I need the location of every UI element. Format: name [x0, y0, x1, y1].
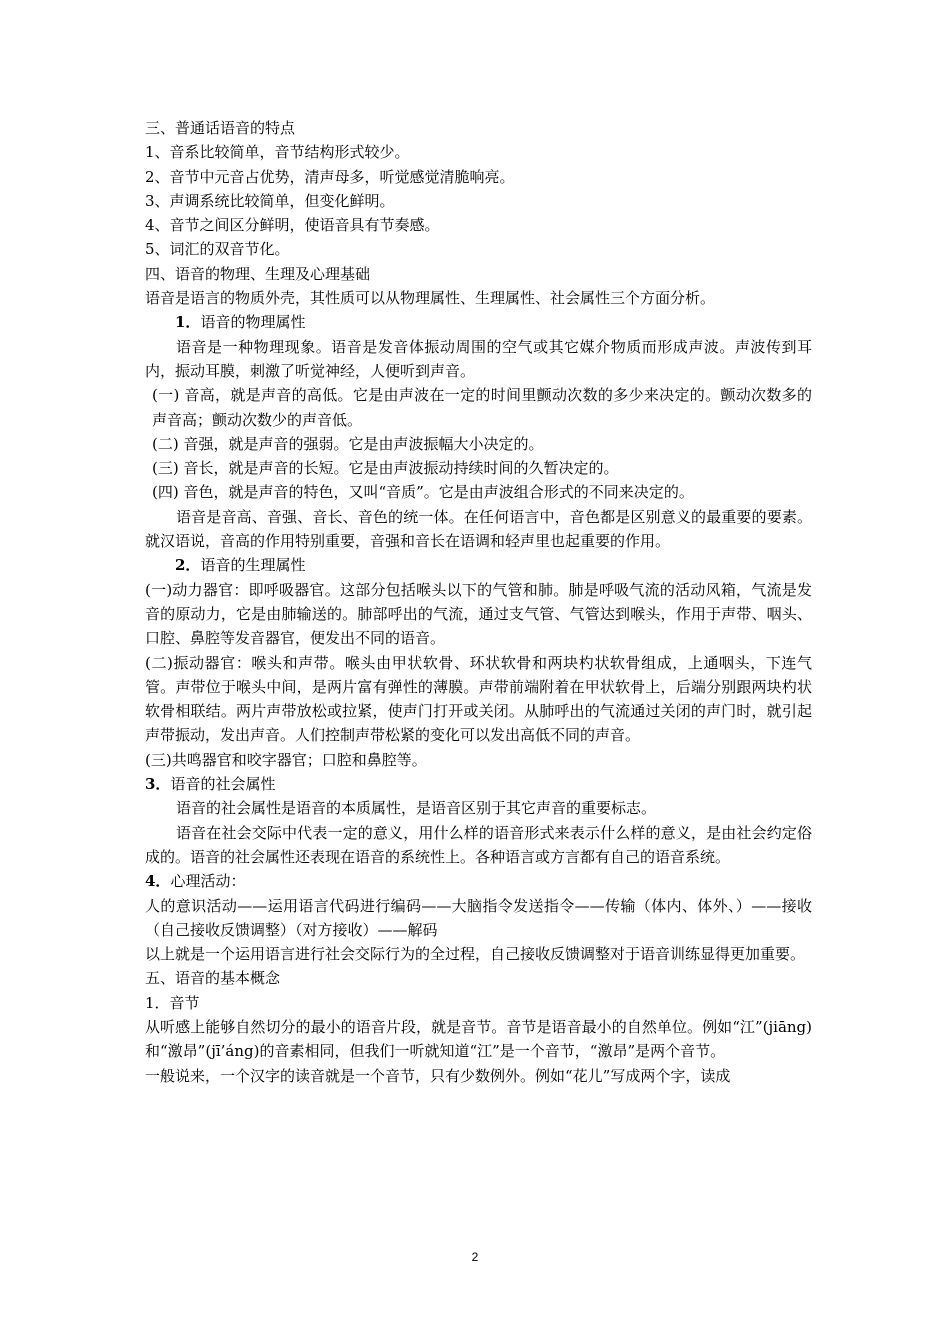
- subheading-text: 语音的物理属性: [200, 313, 306, 332]
- section-heading: 三、普通话语音的特点: [145, 119, 296, 137]
- subheading: [145, 869, 812, 893]
- paragraph: 从听感上能够自然切分的最小的语音片段，就是音节。音节是语音最小的自然单位。例如“江”(jiāng)和“激昂”(jī’áng)的音素相同，但我们一听就知道“江”是一个音节，“激昂”是两个音节。: [145, 1017, 812, 1061]
- subheading-number: 2．: [175, 556, 201, 575]
- paragraph: (二)振动器官：喉头和声带。喉头由甲状软骨、环状软骨和两块杓状软骨组成，上通咽头，下连气管。声带位于喉头中间，是两片富有弹性的薄膜。声带前端附着在甲状软骨上，后端分别跟两块杓状软骨相联结。两片声带放松或拉紧，使声门打开或关闭。从肺呼出的气流通过关闭的声门时，就引起声带振动，发出声音。人们控制声带松紧的变化可以发出高低不同的声音。: [145, 653, 812, 745]
- list-item: (二) 音强，就是声音的强弱。它是由声波振幅大小决定的。: [152, 434, 544, 453]
- paragraph: 以上就是一个运用语言进行社会交际行为的全过程，自己接收反馈调整对于语音训练显得更加重要。: [145, 945, 806, 964]
- subheading-text: 心理活动：: [170, 872, 246, 891]
- list-item: (四) 音色，就是声音的特色，又叫“音质”。它是由声波组合形式的不同来决定的。: [152, 483, 694, 502]
- document-body: [145, 116, 812, 1088]
- subheading-text: 语音的社会属性: [170, 775, 276, 794]
- section-heading: 四、语音的物理、生理及心理基础: [145, 264, 371, 283]
- section-heading: 五、语音的基本概念: [145, 969, 281, 988]
- paragraph: (一)动力器官：即呼吸器官。这部分包括喉头以下的气管和肺。肺是呼吸气流的活动风箱，气流是发音的原动力，它是由肺输送的。肺部呼出的气流，通过支气管、气管达到喉头，作用于声带、咽头、口腔、鼻腔等发音器官，便发出不同的语音。: [145, 580, 812, 648]
- paragraph: 语音的社会属性是语音的本质属性，是语音区别于其它声音的重要标志。: [176, 799, 657, 818]
- subheading-number: 1．: [175, 313, 201, 332]
- subheading: [145, 772, 812, 796]
- list-item: 4、音节之间区分鲜明，使语音具有节奏感。: [145, 216, 440, 235]
- subheading-text: 语音的生理属性: [200, 556, 306, 575]
- subheading-number: 1．: [145, 993, 170, 1012]
- paragraph: 一般说来，一个汉字的读音就是一个音节，只有少数例外。例如“花儿”写成两个字，读成: [145, 1066, 731, 1085]
- list-item: (一) 音高，就是声音的高低。它是由声波在一定的时间里颤动次数的多少来决定的。颤动次数多的声音高；颤动次数少的声音低。: [152, 386, 812, 429]
- paragraph: 人的意识活动——运用语言代码进行编码——大脑指令发送指令——传输（体内、体外、）——接收（自己接收反馈调整）（对方接收）——解码: [145, 896, 812, 939]
- subheading-text: 音节: [169, 993, 200, 1012]
- subheading: [145, 553, 812, 577]
- subheading-number: 4．: [145, 872, 171, 891]
- list-item: 2、音节中元音占优势，清声母多，听觉感觉清脆响亮。: [145, 167, 515, 186]
- subheading: [145, 991, 812, 1015]
- subheading: [145, 310, 812, 334]
- paragraph: 语音在社会交际中代表一定的意义，用什么样的语音形式来表示什么样的意义，是由社会约定俗成的。语音的社会属性还表现在语音的系统性上。各种语言或方言都有自己的语音系统。: [145, 823, 812, 866]
- paragraph: (三)共鸣器官和咬字器官；口腔和鼻腔等。: [145, 750, 427, 769]
- subheading-number: 3．: [145, 775, 171, 794]
- list-item: (三) 音长，就是声音的长短。它是由声波振动持续时间的久暂决定的。: [152, 459, 619, 478]
- paragraph: 语音是音高、音强、音长、音色的统一体。在任何语言中，音色都是区别意义的最重要的要素。就汉语说，音高的作用特别重要，音强和音长在语调和轻声里也起重要的作用。: [145, 507, 812, 551]
- page-number: 2: [471, 1250, 479, 1264]
- list-item: 5、词汇的双音节化。: [145, 240, 290, 259]
- list-item: 1、音系比较简单，音节结构形式较少。: [145, 143, 410, 162]
- paragraph: 语音是语言的物质外壳，其性质可以从物理属性、生理属性、社会属性三个方面分析。: [145, 289, 716, 308]
- paragraph: 语音是一种物理现象。语音是发音体振动周围的空气或其它媒介物质而形成声波。声波传到耳内，振动耳膜，刺激了听觉神经，人便听到声音。: [145, 337, 812, 380]
- list-item: 3、声调系统比较简单，但变化鲜明。: [145, 191, 395, 210]
